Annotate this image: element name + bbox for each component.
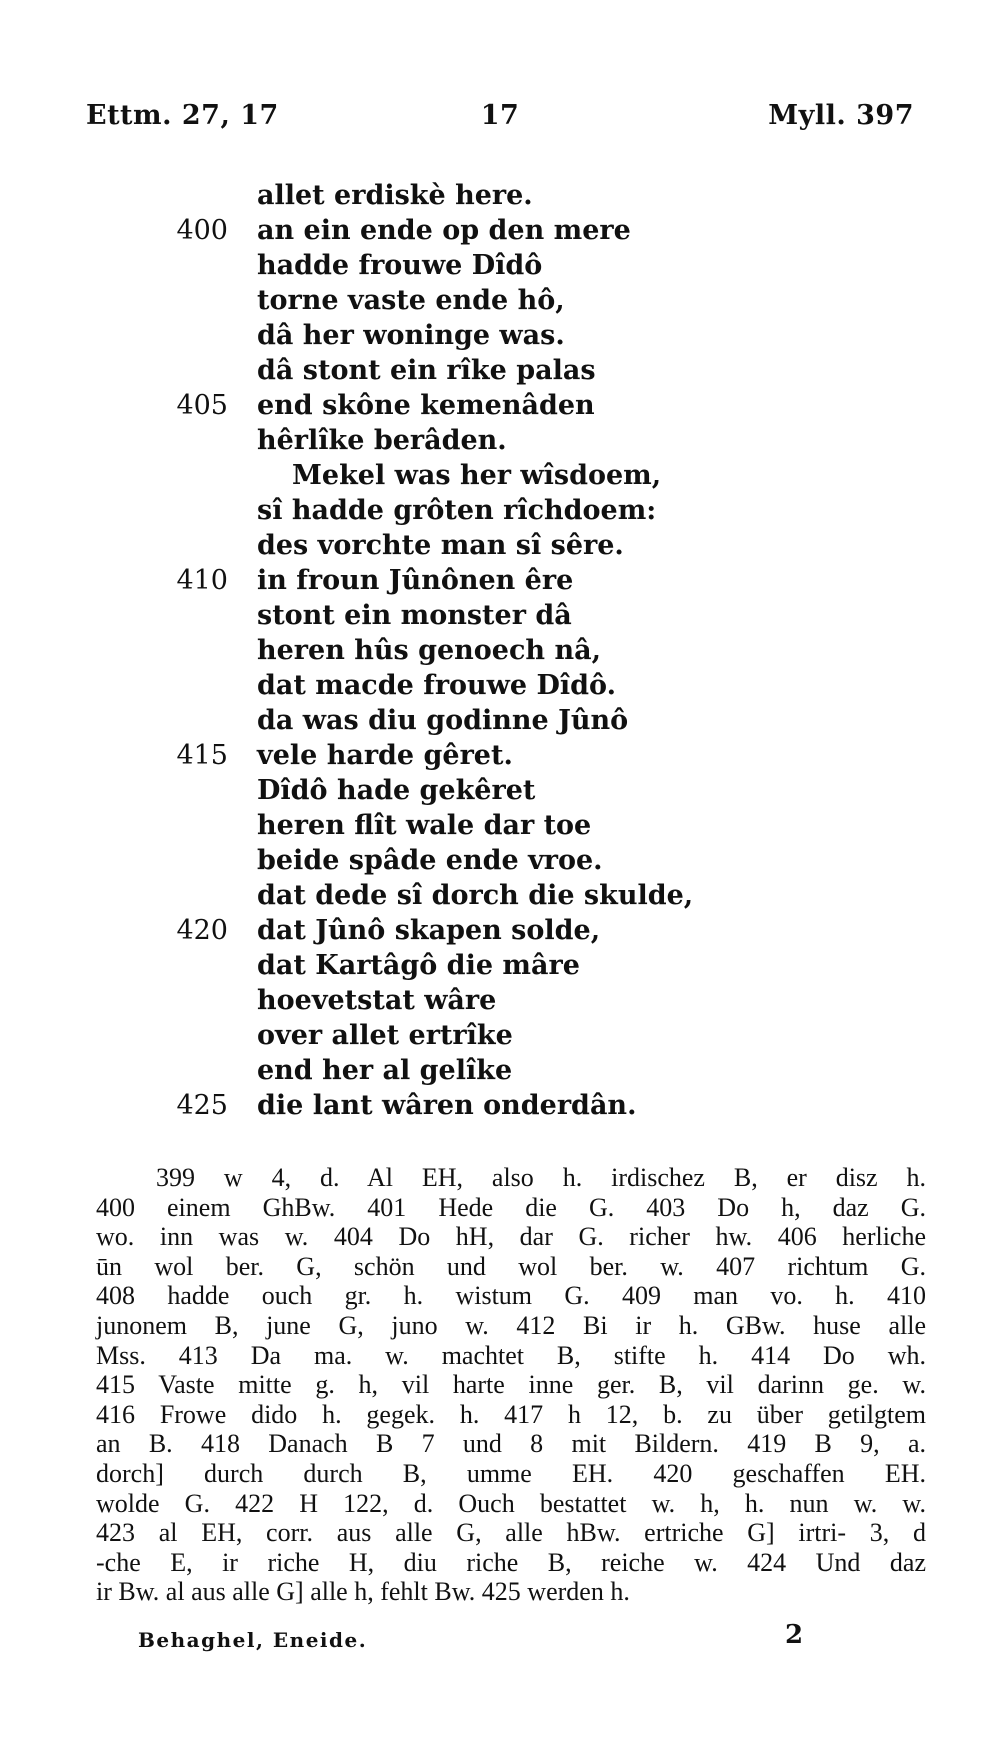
footer-signature: Behaghel, Eneide. (138, 1628, 368, 1652)
line-number: 410 (176, 565, 228, 596)
verse-line (0, 983, 1000, 1018)
apparatus-line: dorch] durch durch B, umme EH. 420 geschaffen EH. (96, 1458, 926, 1488)
apparatus-line: 408 hadde ouch gr. h. wistum G. 409 man vo. h. 410 (96, 1281, 926, 1311)
verse-line-text: da was diu godinne Jûnô (257, 705, 629, 736)
apparatus-line: ir Bw. al aus alle G] alle h, fehlt Bw. 425 werden h. (96, 1577, 630, 1607)
verse-line-text: die lant wâren onderdân. (257, 1090, 637, 1121)
verse-line (0, 353, 1000, 388)
verse-line-text: end skône kemenâden (257, 390, 595, 421)
verse-line (0, 773, 1000, 808)
verse-line (0, 808, 1000, 843)
line-number: 425 (176, 1090, 228, 1121)
verse-line (0, 668, 1000, 703)
verse-line-text: allet erdiskè here. (257, 180, 533, 211)
line-number: 405 (176, 390, 228, 421)
apparatus-line: wo. inn was w. 404 Do hH, dar G. richer hw. 406 herliche (96, 1222, 926, 1252)
verse-line (0, 388, 1000, 423)
verse-line-text: torne vaste ende hô, (257, 285, 565, 316)
verse-line-text: heren flît wale dar toe (257, 810, 592, 841)
verse-line (0, 563, 1000, 598)
verse-line-text: sî hadde grôten rîchdoem: (257, 495, 657, 526)
verse-line (0, 598, 1000, 633)
running-head-right: Myll. 397 (768, 100, 914, 131)
verse-line-text: Dîdô hade gekêret (257, 775, 536, 806)
signature-mark: 2 (785, 1620, 804, 1650)
verse-line-text: over allet ertrîke (257, 1020, 513, 1051)
apparatus-line: 415 Vaste mitte g. h, vil harte inne ger. B, vil darinn ge. w. (96, 1370, 926, 1400)
verse-line (0, 703, 1000, 738)
verse-line-text: end her al gelîke (257, 1055, 513, 1086)
verse-line (0, 1053, 1000, 1088)
verse-line-text: hêrlîke berâden. (257, 425, 507, 456)
line-number: 420 (176, 915, 228, 946)
verse-line-text: des vorchte man sî sêre. (257, 530, 624, 561)
line-number: 415 (176, 740, 228, 771)
verse-line-text: dat Kartâgô die mâre (257, 950, 580, 981)
verse-line-text: vele harde gêret. (257, 740, 513, 771)
verse-line-text: beide spâde ende vroe. (257, 845, 603, 876)
verse-line (0, 738, 1000, 773)
verse-line (0, 1088, 1000, 1123)
verse-line-text: dâ stont ein rîke palas (257, 355, 596, 386)
page-number: 17 (480, 100, 520, 131)
verse-line (0, 248, 1000, 283)
verse-line (0, 493, 1000, 528)
apparatus-line: 416 Frowe dido h. gegek. h. 417 h 12, b. zu über getilgtem (96, 1399, 926, 1429)
verse-line-text: an ein ende op den mere (257, 215, 631, 246)
apparatus-line: junonem B, june G, juno w. 412 Bi ir h. GBw. huse alle (96, 1310, 926, 1340)
verse-line (0, 423, 1000, 458)
verse-line-text: heren hûs genoech nâ, (257, 635, 601, 666)
verse-line (0, 283, 1000, 318)
apparatus-line: an B. 418 Danach B 7 und 8 mit Bildern. 419 B 9, a. (96, 1429, 926, 1459)
verse-line (0, 458, 1000, 493)
verse-line-text: dâ her woninge was. (257, 320, 565, 351)
verse-line (0, 633, 1000, 668)
verse-line-text: hoevetstat wâre (257, 985, 497, 1016)
verse-text (0, 178, 1000, 1123)
apparatus-line: 423 al EH, corr. aus alle G, alle hBw. ertriche G] irtri- 3, d (96, 1518, 926, 1548)
apparatus-line: 400 einem GhBw. 401 Hede die G. 403 Do h, daz G. (96, 1192, 926, 1222)
apparatus-line: -che E, ir riche H, diu riche B, reiche w. 424 Und daz (96, 1547, 926, 1577)
verse-line-text: hadde frouwe Dîdô (257, 250, 543, 281)
verse-line-text: dat macde frouwe Dîdô. (257, 670, 616, 701)
verse-line (0, 318, 1000, 353)
verse-line-text: stont ein monster dâ (257, 600, 572, 631)
apparatus-line: wolde G. 422 H 122, d. Ouch bestattet w. h, h. nun w. w. (96, 1488, 926, 1518)
apparatus-line: Mss. 413 Da ma. w. machtet B, stifte h. 414 Do wh. (96, 1340, 926, 1370)
verse-line (0, 1018, 1000, 1053)
verse-line-text: dat dede sî dorch die skulde, (257, 880, 694, 911)
verse-line-text: dat Jûnô skapen solde, (257, 915, 601, 946)
apparatus-line: ūn wol ber. G, schön und wol ber. w. 407 richtum G. (96, 1251, 926, 1281)
verse-line (0, 528, 1000, 563)
verse-line (0, 913, 1000, 948)
apparatus-line: 399 w 4, d. Al EH, also h. irdischez B, er disz h. (156, 1163, 926, 1192)
verse-line (0, 948, 1000, 983)
verse-line-text: Mekel was her wîsdoem, (292, 460, 662, 491)
line-number: 400 (176, 215, 228, 246)
running-head-left: Ettm. 27, 17 (86, 100, 279, 131)
verse-line-text: in froun Jûnônen êre (257, 565, 574, 596)
critical-apparatus (96, 1163, 926, 1607)
verse-line (0, 178, 1000, 213)
verse-line (0, 213, 1000, 248)
verse-line (0, 878, 1000, 913)
verse-line (0, 843, 1000, 878)
